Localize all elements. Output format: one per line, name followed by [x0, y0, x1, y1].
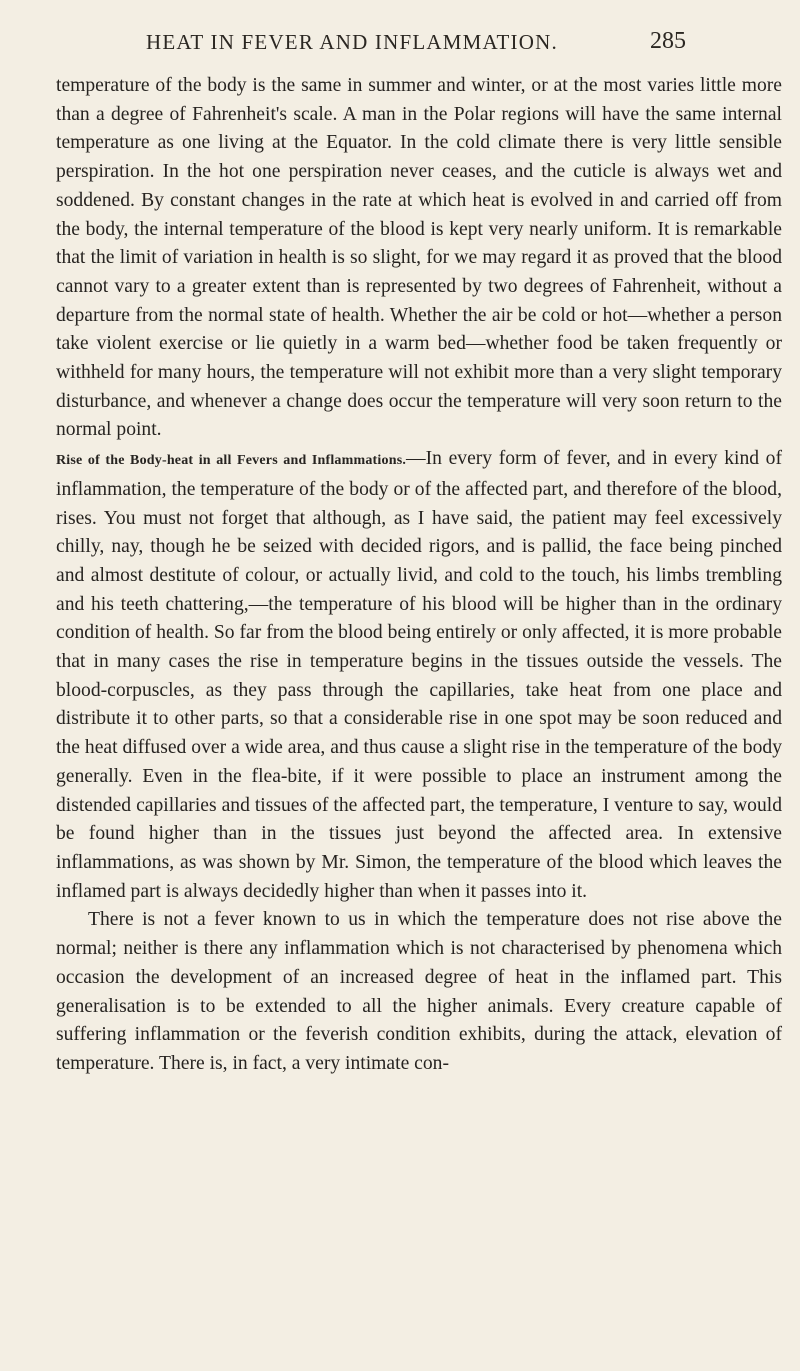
paragraph-2-body: —In every form of fever, and in every kind of inflammation, the temperature of the body or of the affected part, and therefore of the blood, rises. You must not forget that although, as I have said, the patient may feel excessively chilly, nay, though he be seized with decided rigors, and is pallid, the face being pinched and almost destitute of colour, or actually livid, and cold to the touch, his limbs trembling and his teeth chattering,—the temperature of his blood will be higher than in the ordinary condition of health. So far from the blood being entirely or only affected, it is more probable that in many cases the rise in temperature begins in the tissues outside the vessels. The blood-corpuscles, as they pass through the capillaries, take heat from one place and distribute it to other parts, so that a considerable rise in one spot may be soon reduced and the heat diffused over a wide area, and thus cause a slight rise in the temperature of the body generally. Even in the flea-bite, if it were possible to place an instrument among the distended capillaries and tissues of the affected part, the temperature, I venture to say, would be found higher than in the tissues just beyond the affected area. In extensive inflammations, as was shown by Mr. Simon, the temperature of the blood which leaves the inflamed part is always decidedly higher than when it passes into it.: [56, 448, 782, 902]
section-sidehead: Rise of the Body-heat in all Fevers and Inflammations.: [56, 453, 407, 469]
paragraph-2: [56, 445, 782, 906]
paragraph-3: There is not a fever known to us in which the temperature does not rise above the normal; neither is there any inflammation which is not characterised by phenomena which occasion the development of an increased degree of heat in the inflamed part. This generalisation is to be extended to all the higher animals. Every creature capable of suffering inflammation or the feverish condition exhibits, during the attack, elevation of temperature. There is, in fact, a very intimate con-: [56, 909, 782, 1074]
paragraph-1: temperature of the body is the same in summer and winter, or at the most varies little more than a degree of Fahrenheit's scale. A man in the Polar regions will have the same internal temperature as one living at the Equator. In the cold climate there is very little sensible perspiration. In the hot one perspiration never ceases, and the cuticle is always wet and soddened. By constant changes in the rate at which heat is evolved in and carried off from the body, the internal temperature of the blood is kept very nearly uniform. It is remarkable that the limit of variation in health is so slight, for we may regard it as proved that the blood cannot vary to a greater extent than is represented by two degrees of Fahrenheit, without a departure from the normal state of health. Whether the air be cold or hot—whether a person take violent exercise or lie quietly in a warm bed—whether food be taken frequently or withheld for many hours, the temperature will not exhibit more than a very slight temporary disturbance, and whenever a change does occur the temperature will very soon return to the normal point.: [56, 75, 782, 441]
body-text: [56, 72, 782, 1079]
page-header: [0, 20, 800, 60]
running-head: HEAT IN FEVER AND INFLAMMATION.: [146, 30, 558, 54]
page-number: 285: [650, 28, 686, 54]
